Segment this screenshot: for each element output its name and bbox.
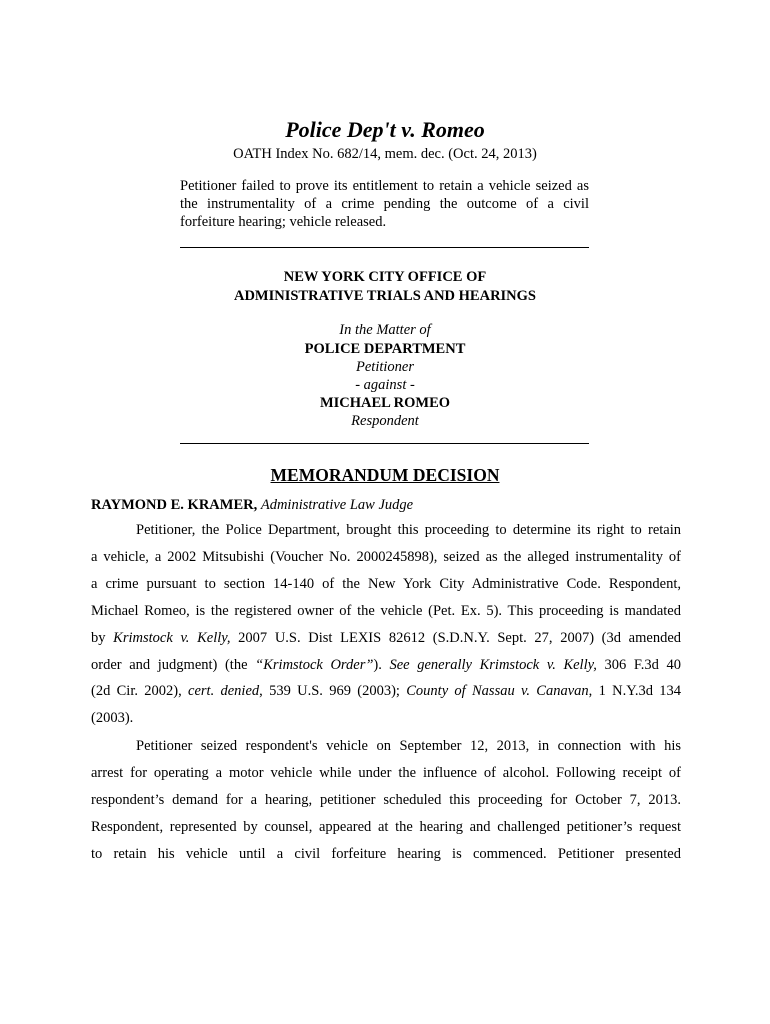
p1-line-3: a crime pursuant to section 14-140 of the New York City Administrative Code. Respondent, [91,575,681,592]
judge-name: RAYMOND E. KRAMER, [91,497,258,513]
case-citation: OATH Index No. 682/14, mem. dec. (Oct. 24, 2013) [233,146,537,162]
p2-line-1: Petitioner seized respondent's vehicle on September 12, 2013, in connection with his [136,738,681,754]
p2-line-4: Respondent, represented by counsel, appeared at the hearing and challenged petitioner’s request [91,818,681,835]
p1-l5-case-name: Krimstock v. Kelly, [113,629,231,646]
case-summary: Petitioner failed to prove its entitlement to retain a vehicle seized as the instrumentality of a crime pending the outcome of a civil forfeiture hearing; vehicle released. [180,178,589,230]
caption-petitioner-name: POLICE DEPARTMENT [304,341,466,357]
judge-line [91,495,691,515]
judge-title: Administrative Law Judge [260,497,414,513]
agency-line-2: ADMINISTRATIVE TRIALS AND HEARINGS [233,288,536,304]
p1-line-7 [91,678,681,705]
p1-line-2: a vehicle, a 2002 Mitsubishi (Voucher No. 2000245898), seized as the alleged instrumentality of [91,548,681,565]
p1-l7-text-c: , 539 U.S. 969 (2003); [259,683,407,700]
p1-line-5 [91,625,681,652]
paragraph-1 [91,517,681,732]
case-title: Police Dep't v. Romeo [285,117,485,142]
p1-l7-cert-denied: cert. denied [188,683,260,700]
p1-l6-order-name: “Krimstock Order” [255,656,374,673]
p1-l6-see-generally: See generally Krimstock v. Kelly, [389,656,597,673]
memorandum-heading: MEMORANDUM DECISION [270,465,500,485]
p1-l7-case-name: County of Nassau v. Canavan [406,683,589,700]
caption-respondent-name: MICHAEL ROMEO [319,395,451,411]
caption-respondent-role: Respondent [351,413,419,429]
p1-line-6 [91,652,681,679]
p1-line-1: Petitioner, the Police Department, brought this proceeding to determine its right to retain [136,522,681,538]
p1-line-4: Michael Romeo, is the registered owner of the vehicle (Pet. Ex. 5). This proceeding is mandated [91,602,681,619]
p1-l5-text-c: 2007 U.S. Dist LEXIS 82612 (S.D.N.Y. Sept. 27, 2007) (3d amended [230,629,682,646]
caption-against: - against - [355,377,415,393]
p1-l5-text-a: by [91,629,114,646]
caption-petitioner-role: Petitioner [356,359,414,375]
p2-line-5: to retain his vehicle until a civil forfeiture hearing is commenced. Petitioner presented [91,845,681,862]
agency-line-1: NEW YORK CITY OFFICE OF [283,269,487,285]
p2-line-3: respondent’s demand for a hearing, petitioner scheduled this proceeding for October 7, 2013. [91,791,681,808]
divider-top [180,247,589,248]
p1-l6-text-e: 306 F.3d 40 [596,656,682,673]
p1-l6-text-a: order and judgment) (the [91,656,256,673]
p2-line-2: arrest for operating a motor vehicle while under the influence of alcohol. Following receipt of [91,764,681,781]
divider-bottom [180,443,589,444]
p1-l6-text-c: ). [373,656,390,673]
p1-l7-text-a: (2d Cir. 2002), [91,683,189,700]
caption-in-matter: In the Matter of [339,322,431,338]
p1-l7-text-e: , 1 N.Y.3d 134 [588,683,681,700]
p1-line-8: (2003). [91,710,134,727]
paragraph-2 [91,733,681,868]
